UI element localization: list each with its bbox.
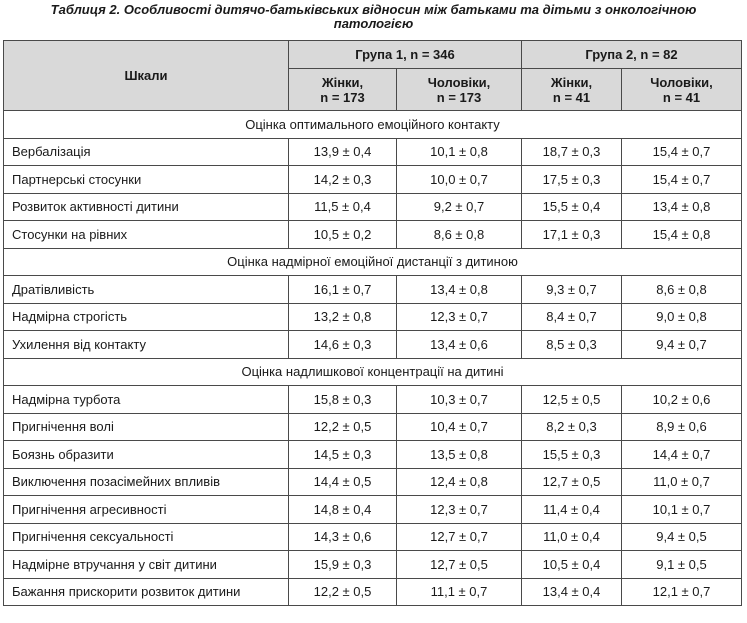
value-cell: 15,4 ± 0,7	[622, 138, 742, 166]
value-cell: 10,1 ± 0,7	[622, 496, 742, 524]
value-cell: 15,8 ± 0,3	[289, 386, 397, 414]
table-row	[4, 276, 742, 304]
value-cell: 11,1 ± 0,7	[397, 578, 522, 606]
value-cell: 12,2 ± 0,5	[289, 578, 397, 606]
value-cell: 15,4 ± 0,8	[622, 221, 742, 249]
group-2-women-header	[522, 69, 622, 111]
group-2-men-header	[622, 69, 742, 111]
value-cell: 8,2 ± 0,3	[522, 413, 622, 441]
scale-name-cell: Надмірне втручання у світ дитини	[4, 551, 289, 579]
header-line: Чоловіки,	[427, 74, 491, 90]
section-row	[4, 111, 742, 139]
value-cell: 14,3 ± 0,6	[289, 523, 397, 551]
value-cell: 12,7 ± 0,5	[397, 551, 522, 579]
header-line: n = 41	[662, 89, 701, 105]
section-title: Оцінка надлишкової концентрації на дитині	[4, 358, 742, 386]
scale-name-cell: Пригнічення агресивності	[4, 496, 289, 524]
value-cell: 9,0 ± 0,8	[622, 303, 742, 331]
caption-line-2: патологією	[333, 16, 414, 31]
value-cell: 18,7 ± 0,3	[522, 138, 622, 166]
scale-name-cell: Дратівливість	[4, 276, 289, 304]
value-cell: 12,3 ± 0,7	[397, 303, 522, 331]
table-row	[4, 138, 742, 166]
value-cell: 9,4 ± 0,5	[622, 523, 742, 551]
value-cell: 8,5 ± 0,3	[522, 331, 622, 359]
scale-name-cell: Надмірна турбота	[4, 386, 289, 414]
scale-name-cell: Виключення позасімейних впливів	[4, 468, 289, 496]
scale-name-cell: Пригнічення волі	[4, 413, 289, 441]
results-table	[3, 40, 742, 606]
group-1-men-header	[397, 69, 522, 111]
table-row	[4, 523, 742, 551]
table-row	[4, 413, 742, 441]
value-cell: 10,5 ± 0,4	[522, 551, 622, 579]
section-title: Оцінка оптимального емоційного контакту	[4, 111, 742, 139]
table-row	[4, 331, 742, 359]
value-cell: 8,6 ± 0,8	[397, 221, 522, 249]
value-cell: 12,7 ± 0,7	[397, 523, 522, 551]
value-cell: 15,5 ± 0,4	[522, 193, 622, 221]
value-cell: 13,4 ± 0,6	[397, 331, 522, 359]
value-cell: 12,7 ± 0,5	[522, 468, 622, 496]
table-row	[4, 468, 742, 496]
table-row	[4, 193, 742, 221]
value-cell: 15,5 ± 0,3	[522, 441, 622, 469]
value-cell: 10,0 ± 0,7	[397, 166, 522, 194]
table-row	[4, 221, 742, 249]
table-row	[4, 496, 742, 524]
group-1-women-header	[289, 69, 397, 111]
value-cell: 14,6 ± 0,3	[289, 331, 397, 359]
value-cell: 9,1 ± 0,5	[622, 551, 742, 579]
value-cell: 8,9 ± 0,6	[622, 413, 742, 441]
value-cell: 11,0 ± 0,7	[622, 468, 742, 496]
scale-name-cell: Бажання прискорити розвиток дитини	[4, 578, 289, 606]
table-caption	[0, 3, 747, 31]
value-cell: 13,2 ± 0,8	[289, 303, 397, 331]
value-cell: 13,9 ± 0,4	[289, 138, 397, 166]
header-line: Жінки,	[550, 74, 593, 90]
caption-line-1: Таблиця 2. Особливості дитячо-батьківських відносин між батьками та дітьми з онкологічною	[50, 2, 697, 17]
value-cell: 14,5 ± 0,3	[289, 441, 397, 469]
value-cell: 14,4 ± 0,5	[289, 468, 397, 496]
value-cell: 8,4 ± 0,7	[522, 303, 622, 331]
value-cell: 10,1 ± 0,8	[397, 138, 522, 166]
value-cell: 10,3 ± 0,7	[397, 386, 522, 414]
value-cell: 13,4 ± 0,8	[622, 193, 742, 221]
section-title: Оцінка надмірної емоційної дистанції з дитиною	[4, 248, 742, 276]
scale-name-cell: Надмірна строгість	[4, 303, 289, 331]
table-row	[4, 441, 742, 469]
header-line: Жінки,	[321, 74, 364, 90]
value-cell: 12,4 ± 0,8	[397, 468, 522, 496]
value-cell: 10,4 ± 0,7	[397, 413, 522, 441]
value-cell: 15,4 ± 0,7	[622, 166, 742, 194]
table-row	[4, 551, 742, 579]
table-header	[4, 41, 742, 111]
value-cell: 14,4 ± 0,7	[622, 441, 742, 469]
value-cell: 9,4 ± 0,7	[622, 331, 742, 359]
value-cell: 13,5 ± 0,8	[397, 441, 522, 469]
value-cell: 12,5 ± 0,5	[522, 386, 622, 414]
value-cell: 10,5 ± 0,2	[289, 221, 397, 249]
value-cell: 13,4 ± 0,4	[522, 578, 622, 606]
value-cell: 13,4 ± 0,8	[397, 276, 522, 304]
scale-name-cell: Пригнічення сексуальності	[4, 523, 289, 551]
table-row	[4, 303, 742, 331]
scale-name-cell: Вербалізація	[4, 138, 289, 166]
value-cell: 16,1 ± 0,7	[289, 276, 397, 304]
table-body	[4, 111, 742, 606]
scale-name-cell: Розвиток активності дитини	[4, 193, 289, 221]
header-line: n = 173	[320, 89, 365, 105]
header-line: n = 173	[436, 89, 482, 105]
value-cell: 12,2 ± 0,5	[289, 413, 397, 441]
value-cell: 14,2 ± 0,3	[289, 166, 397, 194]
value-cell: 11,4 ± 0,4	[522, 496, 622, 524]
value-cell: 17,1 ± 0,3	[522, 221, 622, 249]
section-row	[4, 248, 742, 276]
scale-name-cell: Партнерські стосунки	[4, 166, 289, 194]
table-row	[4, 386, 742, 414]
value-cell: 9,2 ± 0,7	[397, 193, 522, 221]
value-cell: 11,5 ± 0,4	[289, 193, 397, 221]
group-2-header: Група 2, n = 82	[522, 41, 742, 69]
section-row	[4, 358, 742, 386]
scale-name-cell: Ухилення від контакту	[4, 331, 289, 359]
table-row	[4, 166, 742, 194]
scale-name-cell: Стосунки на рівних	[4, 221, 289, 249]
value-cell: 12,3 ± 0,7	[397, 496, 522, 524]
value-cell: 15,9 ± 0,3	[289, 551, 397, 579]
header-line: n = 41	[552, 89, 591, 105]
value-cell: 12,1 ± 0,7	[622, 578, 742, 606]
value-cell: 10,2 ± 0,6	[622, 386, 742, 414]
group-1-header: Група 1, n = 346	[289, 41, 522, 69]
table-row	[4, 578, 742, 606]
value-cell: 17,5 ± 0,3	[522, 166, 622, 194]
value-cell: 11,0 ± 0,4	[522, 523, 622, 551]
scale-name-cell: Боязнь образити	[4, 441, 289, 469]
scales-header: Шкали	[4, 41, 289, 111]
value-cell: 9,3 ± 0,7	[522, 276, 622, 304]
header-line: Чоловіки,	[650, 74, 713, 90]
value-cell: 14,8 ± 0,4	[289, 496, 397, 524]
value-cell: 8,6 ± 0,8	[622, 276, 742, 304]
